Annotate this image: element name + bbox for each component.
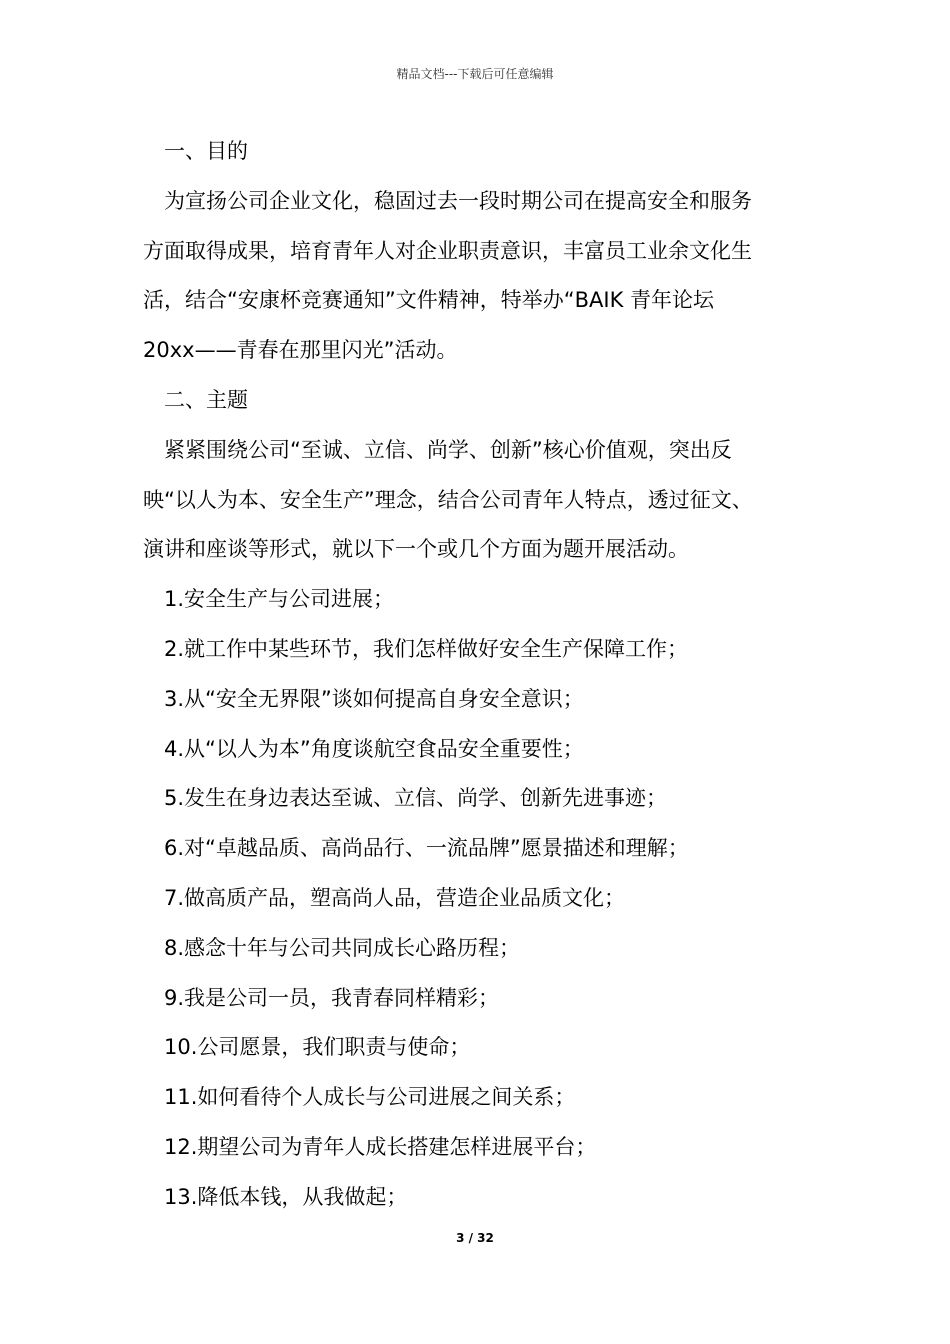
topic-item: 10.公司愿景，我们职责与使命； (164, 1035, 471, 1060)
topic-item: 8.感念十年与公司共同成长心路历程； (164, 935, 521, 960)
topic-item: 4.从“以人为本”角度谈航空食品安全重要性； (164, 736, 584, 761)
topic-item: 3.从“安全无界限”谈如何提高自身安全意识； (164, 686, 584, 711)
topic-item: 12.期望公司为青年人成长搭建怎样进展平台； (164, 1134, 597, 1159)
paragraph-line: 映“以人为本、安全生产”理念，结合公司青年人特点，透过征文、 (143, 487, 753, 512)
topic-item: 7.做高质产品，塑高尚人品，营造企业品质文化； (164, 885, 626, 910)
paragraph-line: 方面取得成果，培育青年人对企业职责意识，丰富员工业余文化生 (143, 238, 752, 263)
paragraph-line: 20xx——青春在那里闪光”活动。 (143, 338, 458, 363)
topic-item: 5.发生在身边表达至诚、立信、尚学、创新先进事迹； (164, 786, 668, 811)
paragraph-line: 演讲和座谈等形式，就以下一个或几个方面为题开展活动。 (143, 537, 689, 562)
topic-item: 11.如何看待个人成长与公司进展之间关系； (164, 1085, 576, 1110)
topic-item: 2.就工作中某些环节，我们怎样做好安全生产保障工作； (164, 636, 689, 661)
page-header: 精品文档---下载后可任意编辑 (396, 67, 554, 81)
topic-item: 13.降低本钱，从我做起； (164, 1184, 408, 1209)
paragraph-line: 紧紧围绕公司“至诚、立信、尚学、创新”核心价值观，突出反 (164, 437, 732, 462)
section-heading-purpose: 一、目的 (164, 139, 248, 163)
paragraph-line: 活，结合“安康杯竞赛通知”文件精神，特举办“BAIK 青年论坛 (143, 288, 715, 313)
document-body (143, 127, 823, 1223)
page-number: 3 / 32 (456, 1231, 494, 1245)
topic-item: 1.安全生产与公司进展； (164, 587, 395, 612)
topic-item: 9.我是公司一员，我青春同样精彩； (164, 985, 500, 1010)
section-heading-theme: 二、主题 (164, 387, 248, 412)
topic-item: 6.对“卓越品质、高尚品行、一流品牌”愿景描述和理解； (164, 836, 689, 861)
paragraph-line: 为宣扬公司企业文化，稳固过去一段时期公司在提高安全和服务 (164, 188, 752, 213)
